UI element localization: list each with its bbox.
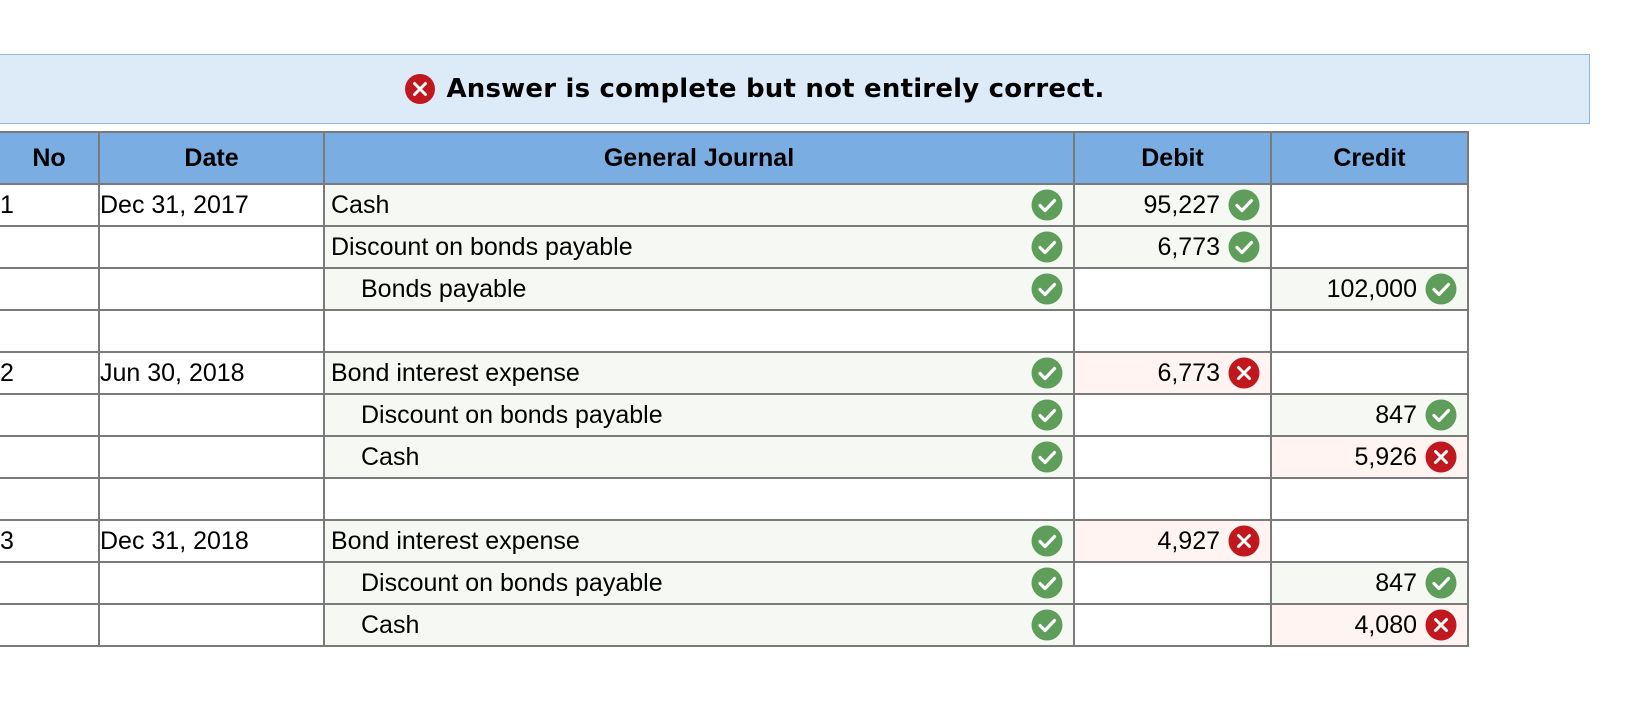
account-entry [325,441,1073,473]
header-credit: Credit [1271,132,1468,184]
correct-check-icon [1031,609,1063,641]
debit-cell[interactable] [1074,520,1271,562]
debit-value: 4,927 [1157,526,1220,555]
credit-value: 4,080 [1354,610,1417,639]
account-entry [325,525,1073,557]
credit-cell[interactable] [1271,478,1468,520]
header-debit: Debit [1074,132,1271,184]
account-cell[interactable] [324,394,1074,436]
credit-value: 5,926 [1354,442,1417,471]
debit-value: 95,227 [1143,190,1220,219]
correct-check-icon [1425,399,1457,431]
correct-check-icon [1425,273,1457,305]
account-name: Bond interest expense [331,358,580,387]
credit-amount [1272,441,1467,473]
credit-cell[interactable] [1271,184,1468,226]
journal-row [0,394,1468,436]
credit-cell[interactable] [1271,604,1468,646]
account-cell[interactable] [324,226,1074,268]
account-entry [325,399,1073,431]
account-cell[interactable] [324,352,1074,394]
account-cell[interactable] [324,184,1074,226]
account-entry [325,357,1073,389]
incorrect-x-icon [1425,609,1457,641]
credit-amount [1272,273,1467,305]
account-name: Discount on bonds payable [331,232,633,261]
credit-cell[interactable] [1271,562,1468,604]
debit-cell[interactable] [1074,394,1271,436]
credit-value: 847 [1375,568,1417,597]
journal-row [0,436,1468,478]
correct-check-icon [1031,567,1063,599]
entry-number [0,562,99,604]
credit-cell[interactable] [1271,520,1468,562]
entry-date [99,268,324,310]
entry-date [99,436,324,478]
account-cell[interactable] [324,436,1074,478]
entry-date [99,394,324,436]
correct-check-icon [1031,525,1063,557]
entry-date: Dec 31, 2017 [99,184,324,226]
debit-value: 6,773 [1157,358,1220,387]
correct-check-icon [1031,189,1063,221]
debit-amount [1075,357,1270,389]
journal-row [0,268,1468,310]
journal-header-row [0,132,1468,184]
journal-body [0,184,1468,646]
debit-cell[interactable] [1074,478,1271,520]
journal-table [0,131,1469,647]
entry-date [99,604,324,646]
debit-cell[interactable] [1074,604,1271,646]
credit-cell[interactable] [1271,310,1468,352]
entry-date [99,562,324,604]
journal-row [0,226,1468,268]
credit-cell[interactable] [1271,268,1468,310]
debit-value: 6,773 [1157,232,1220,261]
incorrect-x-icon [1228,357,1260,389]
credit-amount [1272,399,1467,431]
correct-check-icon [1031,441,1063,473]
entry-number [0,604,99,646]
credit-value: 102,000 [1326,274,1417,303]
correct-check-icon [1425,567,1457,599]
journal-row [0,310,1468,352]
account-name: Cash [361,442,420,471]
account-entry [325,609,1073,641]
correct-check-icon [1228,231,1260,263]
account-name: Bonds payable [361,274,527,303]
credit-cell[interactable] [1271,436,1468,478]
account-cell[interactable] [324,268,1074,310]
account-cell[interactable] [324,310,1074,352]
debit-amount [1075,525,1270,557]
account-name: Bond interest expense [331,526,580,555]
correct-check-icon [1031,357,1063,389]
entry-number [0,310,99,352]
journal-row [0,352,1468,394]
debit-cell[interactable] [1074,310,1271,352]
debit-cell[interactable] [1074,562,1271,604]
error-x-icon [404,73,436,105]
journal-row [0,562,1468,604]
correct-check-icon [1031,273,1063,305]
debit-amount [1075,231,1270,263]
correct-check-icon [1031,231,1063,263]
incorrect-x-icon [1228,525,1260,557]
entry-number: 2 [0,352,99,394]
entry-date: Dec 31, 2018 [99,520,324,562]
journal-row [0,184,1468,226]
account-entry [325,189,1073,221]
entry-number [0,226,99,268]
header-no: No [0,132,99,184]
credit-cell[interactable] [1271,226,1468,268]
entry-number [0,268,99,310]
debit-cell[interactable] [1074,226,1271,268]
credit-cell[interactable] [1271,352,1468,394]
account-cell[interactable] [324,604,1074,646]
entry-date [99,478,324,520]
credit-amount [1272,567,1467,599]
header-general-journal: General Journal [324,132,1074,184]
credit-amount [1272,609,1467,641]
journal-row [0,520,1468,562]
entry-number [0,436,99,478]
credit-value: 847 [1375,400,1417,429]
entry-number: 3 [0,520,99,562]
debit-cell[interactable] [1074,352,1271,394]
debit-amount [1075,189,1270,221]
debit-cell[interactable] [1074,184,1271,226]
account-name: Cash [361,610,420,639]
result-message: Answer is complete but not entirely correct. [446,74,1105,104]
account-entry [325,273,1073,305]
correct-check-icon [1031,399,1063,431]
account-name: Discount on bonds payable [361,568,663,597]
header-date: Date [99,132,324,184]
account-entry [325,567,1073,599]
account-cell[interactable] [324,478,1074,520]
entry-date [99,226,324,268]
correct-check-icon [1228,189,1260,221]
entry-number: 1 [0,184,99,226]
journal-row [0,478,1468,520]
debit-cell[interactable] [1074,436,1271,478]
entry-date [99,310,324,352]
result-banner-content [404,73,1104,105]
result-banner [0,54,1590,124]
entry-date: Jun 30, 2018 [99,352,324,394]
account-entry [325,231,1073,263]
entry-number [0,478,99,520]
debit-cell[interactable] [1074,268,1271,310]
account-cell[interactable] [324,562,1074,604]
credit-cell[interactable] [1271,394,1468,436]
incorrect-x-icon [1425,441,1457,473]
journal-row [0,604,1468,646]
account-name: Cash [331,190,390,219]
entry-number [0,394,99,436]
account-name: Discount on bonds payable [361,400,663,429]
account-cell[interactable] [324,520,1074,562]
